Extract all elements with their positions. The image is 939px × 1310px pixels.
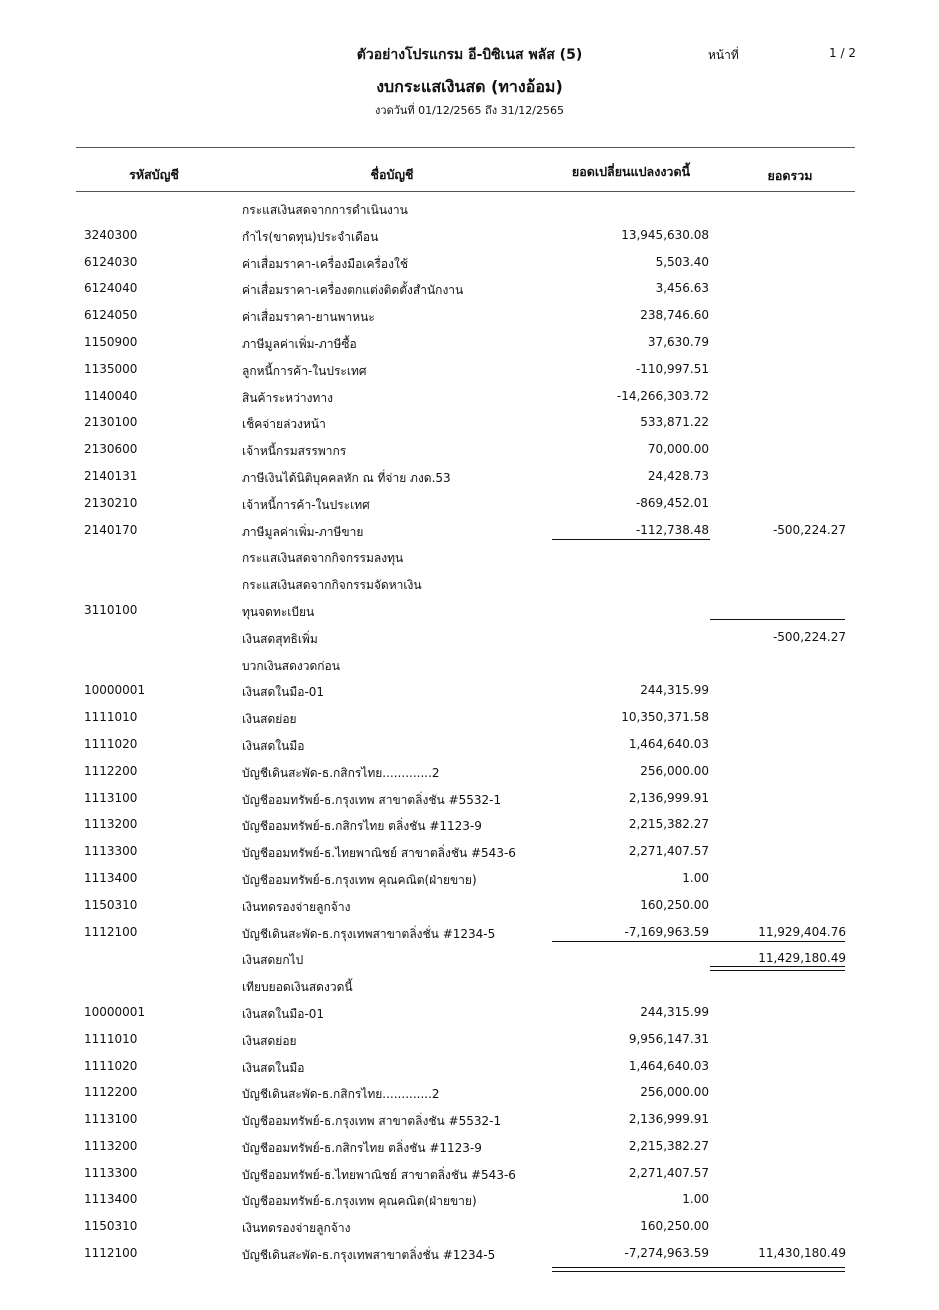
account-name: เทียบยอดเงินสดงวดนี้ [242,980,353,995]
account-name: เงินสดสุทธิเพิ่ม [242,631,318,646]
change-amount: 256,000.00 [640,763,709,778]
account-name: บัญชีเดินสะพัด-ธ.กสิกรไทย.............2 [242,765,440,780]
table-row [0,864,939,891]
statement-table-body [0,194,939,1266]
account-name: เงินสดยกไป [242,953,304,968]
account-code: 1135000 [84,361,138,376]
account-name: เงินสดย่อย [242,1033,297,1048]
account-code: 1113400 [84,870,138,885]
account-name: เจ้าหนี้การค้า-ในประเทศ [242,497,370,512]
account-name: เงินสดในมือ [242,738,305,753]
table-row [0,194,939,221]
change-amount: 2,215,382.27 [628,817,709,832]
change-amount: 533,871.22 [640,415,709,430]
table-row [0,1078,939,1105]
account-name: บัญชีออมทรัพย์-ธ.กสิกรไทย ตลิ่งชัน #1123-9 [242,1140,482,1155]
total-amount: -500,224.27 [772,522,846,537]
total-amount: 11,429,180.49 [758,951,846,966]
account-name: สินค้าระหว่างทาง [242,390,333,405]
account-name: กระแสเงินสดจากกิจกรรมลงทุน [242,551,404,566]
table-row [0,328,939,355]
account-code: 1150900 [84,334,138,349]
account-code: 2130600 [84,442,138,457]
table-row [0,998,939,1025]
change-amount: 3,456.63 [655,281,709,296]
account-name: บัญชีออมทรัพย์-ธ.กรุงเทพ สาขาตลิ่งชัน #5532-1 [242,1114,502,1129]
table-row [0,676,939,703]
account-code: 1111020 [84,1058,138,1073]
table-row [0,569,939,596]
report-title: ตัวอย่างโปรแกรม อี-บิซิเนส พลัส (5) [356,47,583,63]
account-code: 2140131 [84,468,138,483]
account-code: 1113300 [84,1165,138,1180]
change-amount: -110,997.51 [635,361,709,376]
account-code: 1113200 [84,817,138,832]
account-name: เจ้าหนี้กรมสรรพากร [242,444,347,459]
account-name: เงินสดย่อย [242,712,297,727]
account-code: 1113200 [84,1138,138,1153]
account-code: 1112100 [84,924,138,939]
total-amount: 11,430,180.49 [758,1246,846,1261]
table-row [0,1025,939,1052]
table-row [0,703,939,730]
account-code: 1112200 [84,1085,138,1100]
table-row [0,623,939,650]
table-row [0,408,939,435]
report-period: งวดวันที่ 01/12/2565 ถึง 31/12/2565 [375,104,564,117]
account-name: เงินสดในมือ [242,1060,305,1075]
change-amount: 1,464,640.03 [628,736,709,751]
total-amount: 11,929,404.76 [758,924,846,939]
account-name: ภาษีมูลค่าเพิ่ม-ภาษีซื้อ [242,336,357,351]
account-code: 6124030 [84,254,138,269]
account-name: บัญชีออมทรัพย์-ธ.กสิกรไทย ตลิ่งชัน #1123-9 [242,819,482,834]
report-subtitle: งบกระแสเงินสด (ทางอ้อม) [376,77,563,96]
account-code: 6124050 [84,308,138,323]
account-name: บัญชีออมทรัพย์-ธ.กรุงเทพ คุณคณิต(ฝ่ายขาย) [242,1194,477,1209]
account-name: ลูกหนี้การค้า-ในประเทศ [242,363,367,378]
table-row [0,435,939,462]
account-code: 3110100 [84,602,138,617]
account-name: บัญชีออมทรัพย์-ธ.ไทยพาณิชย์ สาขาตลิ่งชัน #543-6 [242,846,516,861]
table-row [0,462,939,489]
account-code: 1150310 [84,897,138,912]
account-name: เงินทดรองจ่ายลูกจ้าง [242,1221,351,1236]
table-row [0,730,939,757]
account-name: ภาษีเงินได้นิติบุคคลหัก ณ ที่จ่าย ภงด.53 [242,470,451,485]
change-amount: -7,169,963.59 [624,924,709,939]
table-row [0,1185,939,1212]
account-name: กระแสเงินสดจากการดำเนินงาน [242,203,408,217]
change-amount: 2,271,407.57 [628,1165,709,1180]
account-code: 1113400 [84,1192,138,1207]
table-row [0,810,939,837]
table-row [0,784,939,811]
account-name: เงินทดรองจ่ายลูกจ้าง [242,899,351,914]
change-amount: -14,266,303.72 [616,388,709,403]
page-label: หน้าที่ [708,48,739,62]
header-bottom-rule [76,191,855,192]
account-code: 2140170 [84,522,138,537]
account-name: บัญชีเดินสะพัด-ธ.กรุงเทพสาขาตลิ่งชั่น #1234-5 [242,926,496,941]
account-name: เงินสดในมือ-01 [242,1006,325,1021]
account-name: ภาษีมูลค่าเพิ่ม-ภาษีขาย [242,524,364,539]
change-amount: 10,350,371.58 [621,710,709,725]
change-amount: 2,215,382.27 [628,1138,709,1153]
table-row [0,757,939,784]
table-row [0,542,939,569]
account-code: 1112200 [84,763,138,778]
account-name: กระแสเงินสดจากกิจกรรมจัดหาเงิน [242,578,422,593]
table-row [0,891,939,918]
total-double-rule [710,966,845,971]
change-amount: -112,738.48 [635,522,709,537]
account-name: ค่าเสื่อมราคา-เครื่องมือเครื่องใช้ [242,256,408,271]
account-code: 1150310 [84,1219,138,1234]
change-amount: 244,315.99 [640,683,709,698]
change-amount: 256,000.00 [640,1085,709,1100]
account-name: ค่าเสื่อมราคา-ยานพาหนะ [242,310,375,325]
header-top-rule [76,147,855,148]
table-row [0,1132,939,1159]
change-amount: 5,503.40 [655,254,709,269]
table-row [0,489,939,516]
account-name: กำไร(ขาดทุน)ประจำเดือน [242,229,379,244]
total-subtotal-rule [710,941,845,942]
change-amount: 1.00 [682,1192,709,1207]
account-name: บัญชีออมทรัพย์-ธ.กรุงเทพ คุณคณิต(ฝ่ายขาย) [242,872,477,887]
table-row [0,382,939,409]
table-row [0,355,939,382]
change-amount: 160,250.00 [640,1219,709,1234]
table-row [0,248,939,275]
account-name: บัญชีออมทรัพย์-ธ.กรุงเทพ สาขาตลิ่งชัน #5532-1 [242,792,502,807]
table-row [0,650,939,677]
account-code: 2130100 [84,415,138,430]
account-code: 6124040 [84,281,138,296]
page-number: 1 / 2 [829,46,856,60]
table-row [0,1105,939,1132]
total-amount: -500,224.27 [772,629,846,644]
account-name: ทุนจดทะเบียน [242,604,315,619]
change-amount: 238,746.60 [640,308,709,323]
account-code: 1111010 [84,710,138,725]
table-row [0,1052,939,1079]
total-subtotal-rule [710,619,845,620]
account-code: 1112100 [84,1246,138,1261]
table-row [0,221,939,248]
account-code: 10000001 [84,683,146,698]
change-amount: 2,136,999.91 [628,790,709,805]
table-row [0,971,939,998]
account-name: ค่าเสื่อมราคา-เครื่องตกแต่งติดตั้งสำนักงาน [242,283,464,298]
account-code: 3240300 [84,227,138,242]
account-code: 1113100 [84,790,138,805]
table-row [0,274,939,301]
change-amount: 13,945,630.08 [621,227,709,242]
table-row [0,516,939,543]
change-amount: 9,956,147.31 [628,1031,709,1046]
change-subtotal-rule [552,941,710,942]
account-name: เงินสดในมือ-01 [242,685,325,700]
change-subtotal-rule [552,539,710,540]
account-code: 10000001 [84,1004,146,1019]
change-amount: 1,464,640.03 [628,1058,709,1073]
account-code: 1111020 [84,736,138,751]
account-name: บวกเงินสดงวดก่อน [242,658,340,673]
column-header-change: ยอดเปลี่ยนแปลงงวดนี้ [571,164,691,179]
change-amount: 160,250.00 [640,897,709,912]
column-header-code: รหัสบัญชี [129,167,179,182]
account-code: 1111010 [84,1031,138,1046]
account-code: 2130210 [84,495,138,510]
column-header-name: ชื่อบัญชี [370,167,414,182]
column-header-total: ยอดรวม [767,168,813,183]
change-amount: 24,428.73 [647,468,709,483]
change-amount: 244,315.99 [640,1004,709,1019]
change-amount: -869,452.01 [635,495,709,510]
table-row [0,1159,939,1186]
table-row [0,1239,939,1266]
account-name: บัญชีเดินสะพัด-ธ.กสิกรไทย.............2 [242,1087,440,1102]
account-name: เช็คจ่ายล่วงหน้า [242,417,326,432]
change-amount: 70,000.00 [647,442,709,457]
account-code: 1113100 [84,1112,138,1127]
table-row [0,1212,939,1239]
table-row [0,301,939,328]
account-code: 1140040 [84,388,138,403]
account-name: บัญชีออมทรัพย์-ธ.ไทยพาณิชย์ สาขาตลิ่งชัน #543-6 [242,1167,516,1182]
account-code: 1113300 [84,844,138,859]
change-amount: 2,271,407.57 [628,844,709,859]
change-amount: 2,136,999.91 [628,1112,709,1127]
change-amount: 1.00 [682,870,709,885]
table-row [0,837,939,864]
account-name: บัญชีเดินสะพัด-ธ.กรุงเทพสาขาตลิ่งชั่น #1234-5 [242,1248,496,1263]
change-amount: 37,630.79 [647,334,709,349]
change-amount: -7,274,963.59 [624,1246,709,1261]
change-double-rule [552,1267,845,1272]
